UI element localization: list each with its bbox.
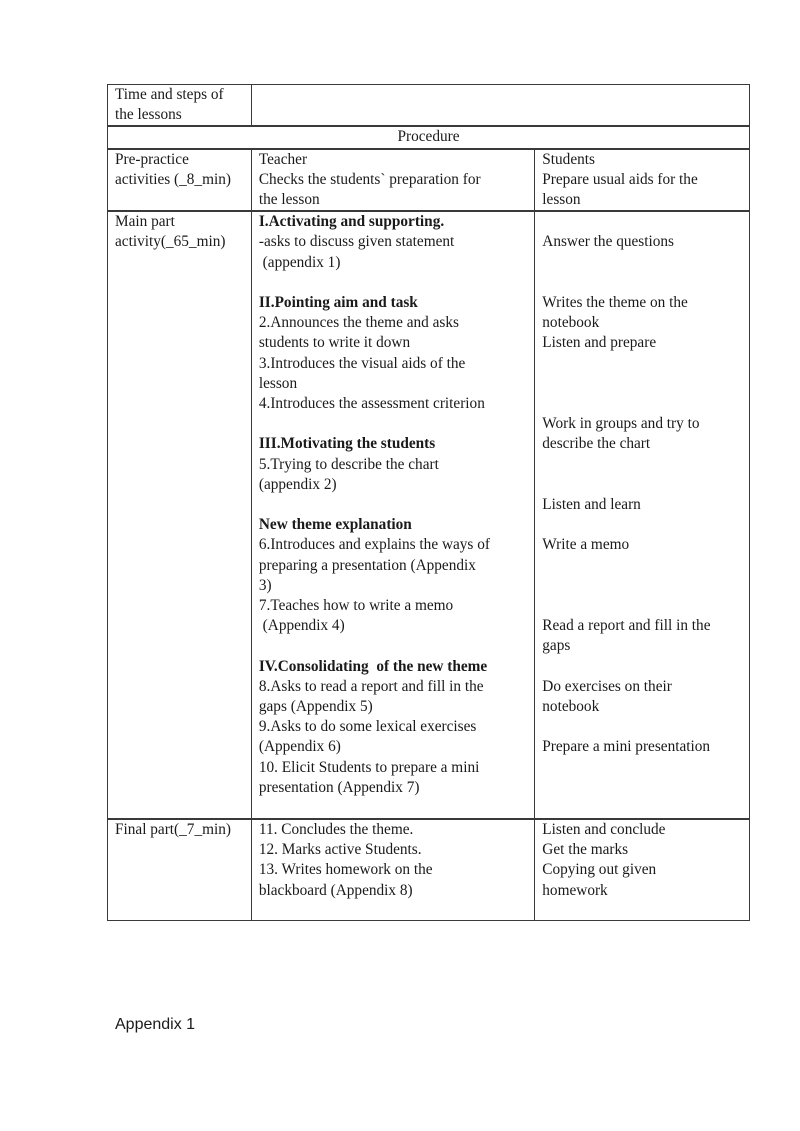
teacher-text-line: Checks the students` preparation for: [258, 170, 481, 188]
pre-practice-label-cell: [108, 149, 252, 212]
section-title: New theme explanation: [258, 516, 412, 534]
pre-practice-row: [108, 149, 750, 212]
teacher-text-line: 3): [258, 576, 272, 594]
section-title: I.Activating and supporting.: [258, 213, 445, 231]
procedure-heading: Procedure: [108, 126, 750, 148]
main-part-teacher-cell: [251, 211, 534, 819]
students-text-line: Listen and learn: [542, 495, 641, 513]
pre-practice-label-line: activities (_8_min): [115, 170, 231, 188]
pre-practice-students-cell: [535, 149, 750, 212]
section-title: IV.Consolidating of the new theme: [258, 657, 488, 675]
teacher-text-line: (appendix 1): [258, 253, 341, 271]
time-steps-value-cell: [251, 85, 749, 127]
teacher-text-line: 12. Marks active Students.: [258, 841, 422, 859]
final-part-teacher-cell: [251, 819, 534, 921]
lesson-procedure-table: [107, 84, 750, 921]
teacher-text-line: 10. Elicit Students to prepare a mini: [258, 758, 480, 776]
teacher-text-line: -asks to discuss given statement: [258, 233, 455, 251]
students-text-line: Write a memo: [542, 536, 630, 554]
teacher-text-line: 5.Trying to describe the chart: [258, 455, 439, 473]
students-text-line: Listen and prepare: [542, 334, 657, 352]
students-column-heading: Students: [542, 150, 595, 168]
teacher-text-line: 9.Asks to do some lexical exercises: [258, 718, 477, 736]
teacher-text-line: 4.Introduces the assessment criterion: [258, 395, 485, 413]
teacher-text-line: preparing a presentation (Appendix: [258, 556, 476, 574]
teacher-text-line: 3.Introduces the visual aids of the: [258, 354, 466, 372]
teacher-text-line: 6.Introduces and explains the ways of: [258, 536, 490, 554]
teacher-text-line: students to write it down: [258, 334, 411, 352]
teacher-column-heading: Teacher: [258, 150, 308, 168]
appendix-heading: Appendix 1: [115, 1016, 196, 1033]
pre-practice-teacher-cell: [251, 149, 534, 212]
students-text-line: Get the marks: [542, 841, 629, 859]
teacher-text-line: presentation (Appendix 7): [258, 778, 420, 796]
students-text-line: gaps: [542, 637, 571, 655]
teacher-text-line: (Appendix 6): [258, 738, 341, 756]
teacher-text-line: 2.Announces the theme and asks: [258, 314, 459, 332]
students-text-line: Read a report and fill in the: [542, 617, 711, 635]
teacher-text-line: 7.Teaches how to write a memo: [258, 597, 454, 615]
students-text-line: Prepare a mini presentation: [542, 738, 711, 756]
students-text-line: lesson: [542, 191, 581, 209]
teacher-text-line: lesson: [258, 374, 298, 392]
final-part-students-cell: [535, 819, 750, 921]
final-part-label: Final part(_7_min): [115, 821, 231, 839]
time-steps-label-line: the lessons: [115, 106, 182, 124]
students-text-line: describe the chart: [542, 435, 651, 453]
time-steps-label-cell: [108, 85, 252, 127]
students-text-line: homework: [542, 881, 608, 899]
teacher-text-line: (appendix 2): [258, 475, 337, 493]
section-title: III.Motivating the students: [258, 435, 436, 453]
time-steps-label-line: Time and steps of: [115, 86, 224, 103]
teacher-text-line: 8.Asks to read a report and fill in the: [258, 677, 484, 695]
main-part-label-cell: [108, 211, 252, 819]
procedure-heading-row: [108, 126, 750, 148]
students-text-line: notebook: [542, 314, 600, 332]
students-text-line: Listen and conclude: [542, 821, 666, 839]
main-part-row: [108, 211, 750, 819]
teacher-text-line: gaps (Appendix 5): [258, 698, 373, 716]
main-part-label-line: activity(_65_min): [115, 233, 226, 251]
final-part-row: [108, 819, 750, 921]
teacher-text-line: blackboard (Appendix 8): [258, 881, 413, 899]
section-title: II.Pointing aim and task: [258, 294, 418, 312]
students-text-line: Copying out given: [542, 861, 657, 879]
final-part-label-cell: [108, 819, 252, 921]
students-text-line: Prepare usual aids for the: [542, 170, 698, 188]
students-text-line: notebook: [542, 697, 600, 715]
students-text-line: Writes the theme on the: [542, 293, 688, 311]
main-part-students-cell: [535, 211, 750, 819]
time-steps-row: [108, 85, 750, 127]
students-text-line: Do exercises on their: [542, 677, 672, 695]
students-text-line: Answer the questions: [542, 233, 674, 251]
teacher-text-line: (Appendix 4): [258, 617, 345, 635]
teacher-text-line: 11. Concludes the theme.: [258, 821, 414, 839]
teacher-text-line: the lesson: [258, 191, 320, 209]
students-text-line: Work in groups and try to: [542, 415, 700, 433]
main-part-label-line: Main part: [115, 213, 175, 231]
pre-practice-label-line: Pre-practice: [115, 150, 189, 168]
teacher-text-line: 13. Writes homework on the: [258, 861, 433, 879]
